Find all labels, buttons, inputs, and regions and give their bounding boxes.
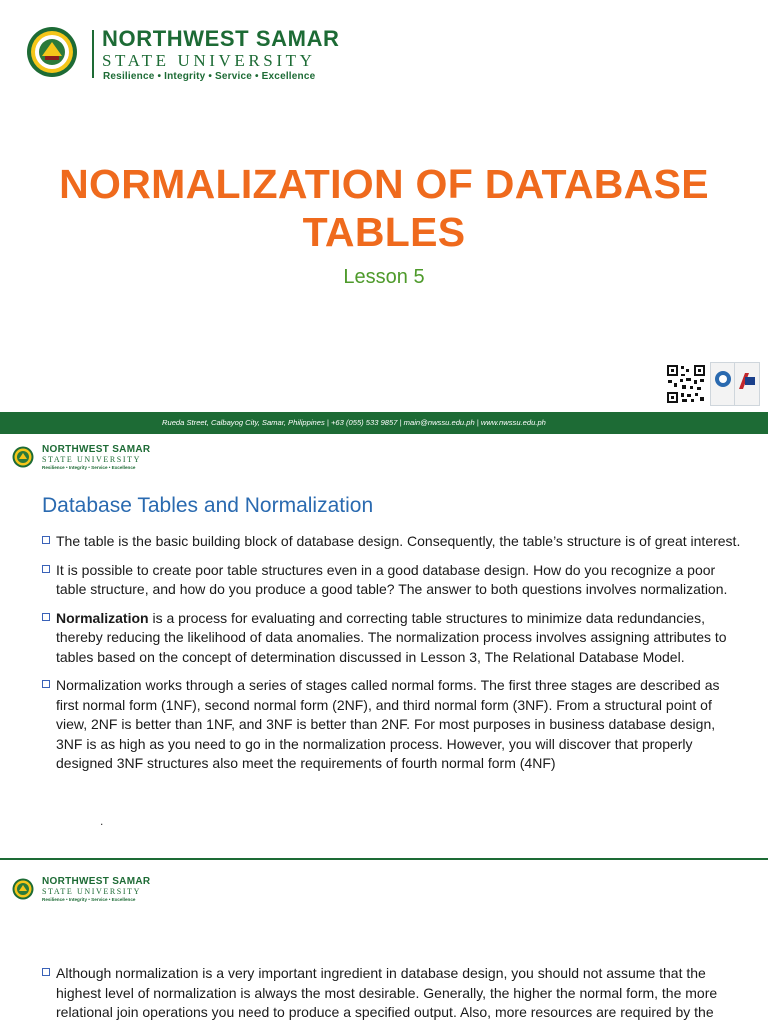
list-item xyxy=(42,676,742,774)
list-item xyxy=(42,561,742,600)
university-name: NORTHWEST SAMAR xyxy=(42,876,151,887)
slide-title-line1: NORMALIZATION OF DATABASE xyxy=(59,161,709,207)
bullet-list xyxy=(42,532,742,783)
university-header-small xyxy=(12,876,212,906)
trailing-dot: . xyxy=(100,814,104,828)
list-item xyxy=(42,964,742,1023)
accreditation-badge-icon xyxy=(735,363,759,405)
university-name-sub: STATE UNIVERSITY xyxy=(102,51,316,70)
university-name: NORTHWEST SAMAR xyxy=(42,444,151,455)
university-seal-icon xyxy=(26,26,78,78)
iso-badge-icon xyxy=(711,363,735,405)
bullet-lead-term: Normalization xyxy=(56,609,149,626)
footer-contact-bar: Rueda Street, Calbayog City, Samar, Philippines | +63 (055) 533 9857 | main@nwssu.edu.ph | www.nwssu.edu.ph xyxy=(0,412,768,434)
checkbox-bullet-icon xyxy=(42,536,50,544)
university-name-sub: STATE UNIVERSITY xyxy=(42,455,141,464)
bullet-text: Normalization works through a series of stages called normal forms. The first three stages are described as first normal form (1NF), second normal form (2NF), and third normal form (3NF). From a structural point of view, 2NF is better than 1NF, and 3NF is better than 2NF. For most purposes in business database design, 3NF is as high as you need to go in the normalization process. However, you will discover that properly designed 3NF structures also meet the requirements of fourth normal form (4NF) xyxy=(56,677,720,771)
slide-subtitle: Lesson 5 xyxy=(343,266,425,288)
university-header-small xyxy=(12,444,212,474)
checkbox-bullet-icon xyxy=(42,565,50,573)
qr-code-icon xyxy=(666,364,706,404)
content-slide xyxy=(0,860,768,1024)
checkbox-bullet-icon xyxy=(42,680,50,688)
bullet-text: It is possible to create poor table structures even in a good database design. How do you recognize a poor table structure, and how do you produce a good table? The answer to both questions involves normalization. xyxy=(56,561,728,597)
header-divider xyxy=(92,30,94,78)
list-item xyxy=(42,532,742,552)
content-slide xyxy=(0,434,768,860)
accreditation-badge xyxy=(734,362,760,406)
university-motto: Resilience • Integrity • Service • Excellence xyxy=(42,465,136,470)
university-motto: Resilience • Integrity • Service • Excellence xyxy=(42,897,136,902)
slide-title xyxy=(0,160,768,256)
section-title: Database Tables and Normalization xyxy=(42,494,374,517)
university-header xyxy=(26,26,406,86)
list-item xyxy=(42,609,742,668)
checkbox-bullet-icon xyxy=(42,613,50,621)
title-slide xyxy=(0,0,768,434)
bullet-list xyxy=(42,964,742,1024)
slide-title-line2: TABLES xyxy=(302,209,466,255)
university-name-sub: STATE UNIVERSITY xyxy=(42,887,141,896)
certification-badge xyxy=(710,362,736,406)
university-seal-icon xyxy=(12,878,34,900)
bullet-text: The table is the basic building block of database design. Consequently, the table’s structure is of great interest. xyxy=(56,533,741,549)
bullet-text: Although normalization is a very important ingredient in database design, you should not assume that the highest level of normalization is always the most desirable. Generally, the higher the normal form, the more relational join operations you need to produce a specified output. Also, more resources are required by the xyxy=(56,965,718,1020)
bullet-text: is a process for evaluating and correcting table structures to minimize data redundancies, thereby reducing the likelihood of data anomalies. The normalization process involves assigning attributes to tables based on the concept of determination discussed in Lesson 3, The Relational Database Model. xyxy=(56,609,727,665)
university-seal-icon xyxy=(12,446,34,468)
checkbox-bullet-icon xyxy=(42,968,50,976)
university-motto: Resilience • Integrity • Service • Excellence xyxy=(103,71,316,82)
university-name: NORTHWEST SAMAR xyxy=(102,26,340,51)
